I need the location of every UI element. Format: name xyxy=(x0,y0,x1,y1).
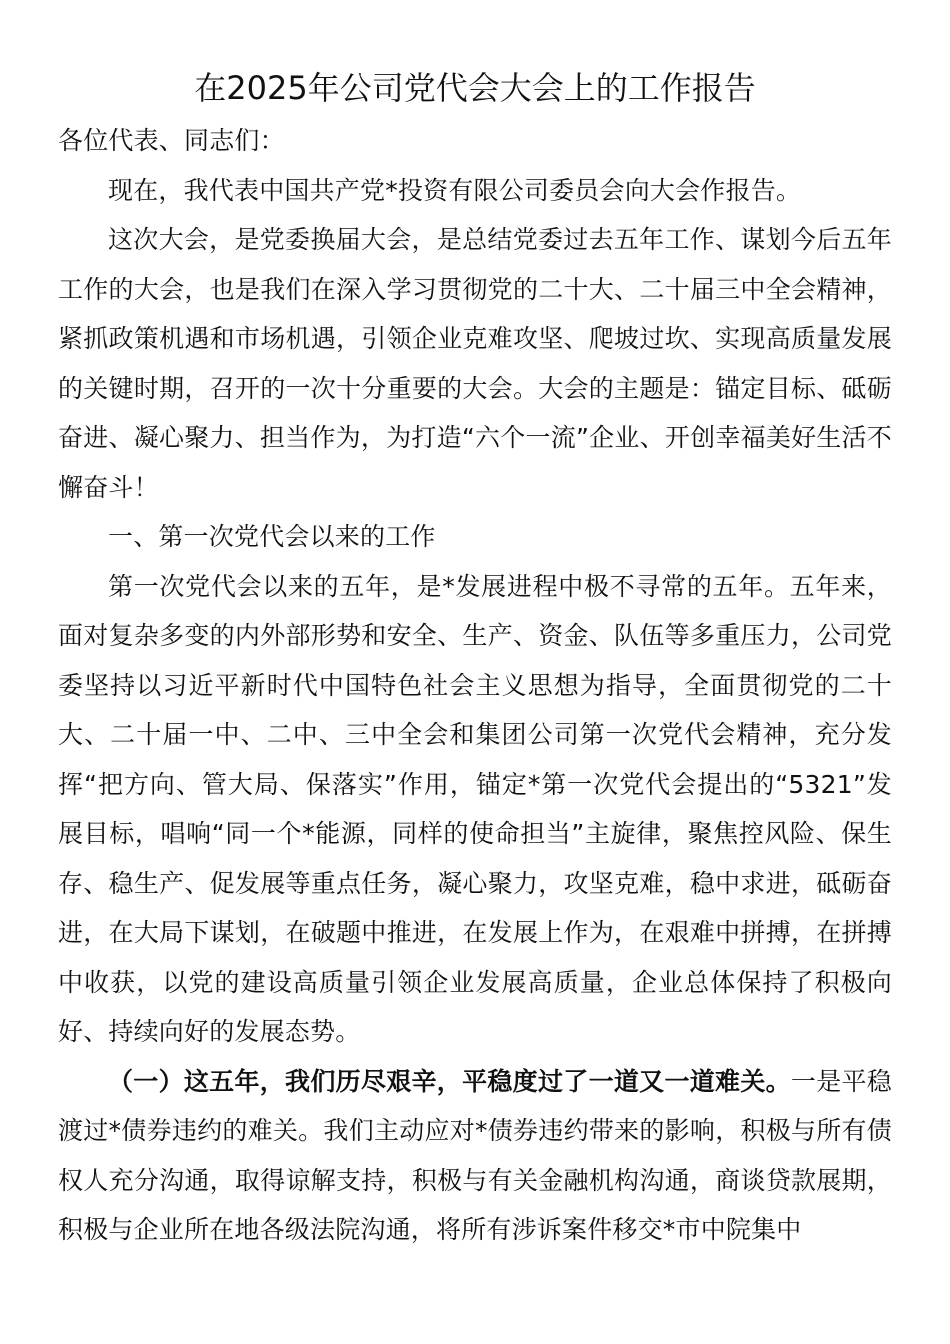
salutation: 各位代表、同志们： xyxy=(58,126,285,155)
section-heading: 一、第一次党代会以来的工作 xyxy=(108,522,436,551)
subsection-body-text: 一是平稳渡过*债券违约的难关。我们主动应对*债券违约带来的影响，积极与所有债权人充分沟通，取得谅解支持，积极与有关金融机构沟通，商谈贷款展期，积极与企业所在地各级法院沟通，将所有涉诉案件移交*市中院集中 xyxy=(58,1066,892,1244)
document-title: 在2025年公司党代会大会上的工作报告 xyxy=(194,69,756,107)
subsection-bold-heading: （一）这五年，我们历尽艰辛，平稳度过了一道又一道难关。 xyxy=(108,1066,791,1096)
paragraph-meeting-theme: 这次大会，是党委换届大会，是总结党委过去五年工作、谋划今后五年工作的大会，也是我们在深入学习贯彻党的二十大、二十届三中全会精神，紧抓政策机遇和市场机遇，引领企业克难攻坚、爬坡过坎、实现高质量发展的关键时期，召开的一次十分重要的大会。大会的主题是：锚定目标、砥砺奋进、凝心聚力、担当作为，为打造“六个一流”企业、开创幸福美好生活不懈奋斗！ xyxy=(58,225,892,502)
paragraph-opening: 现在，我代表中国共产党*投资有限公司委员会向大会作报告。 xyxy=(108,175,802,205)
section-paragraph: 第一次党代会以来的五年，是*发展进程中极不寻常的五年。五年来，面对复杂多变的内外部形势和安全、生产、资金、队伍等多重压力，公司党委坚持以习近平新时代中国特色社会主义思想为指导，全面贯彻党的二十大、二十届一中、二中、三中全会和集团公司第一次党代会精神，充分发挥“把方向、管大局、保落实”作用，锚定*第一次党代会提出的“5321”发展目标，唱响“同一个*能源，同样的使命担当”主旋律，聚焦控风险、保生存、稳生产、促发展等重点任务，凝心聚力，攻坚克难，稳中求进，砥砺奋进，在大局下谋划，在破题中推进，在发展上作为，在艰难中拼搏，在拼搏中收获，以党的建设高质量引领企业发展高质量，企业总体保持了积极向好、持续向好的发展态势。 xyxy=(58,571,892,1046)
subsection-paragraph xyxy=(58,1057,892,1255)
